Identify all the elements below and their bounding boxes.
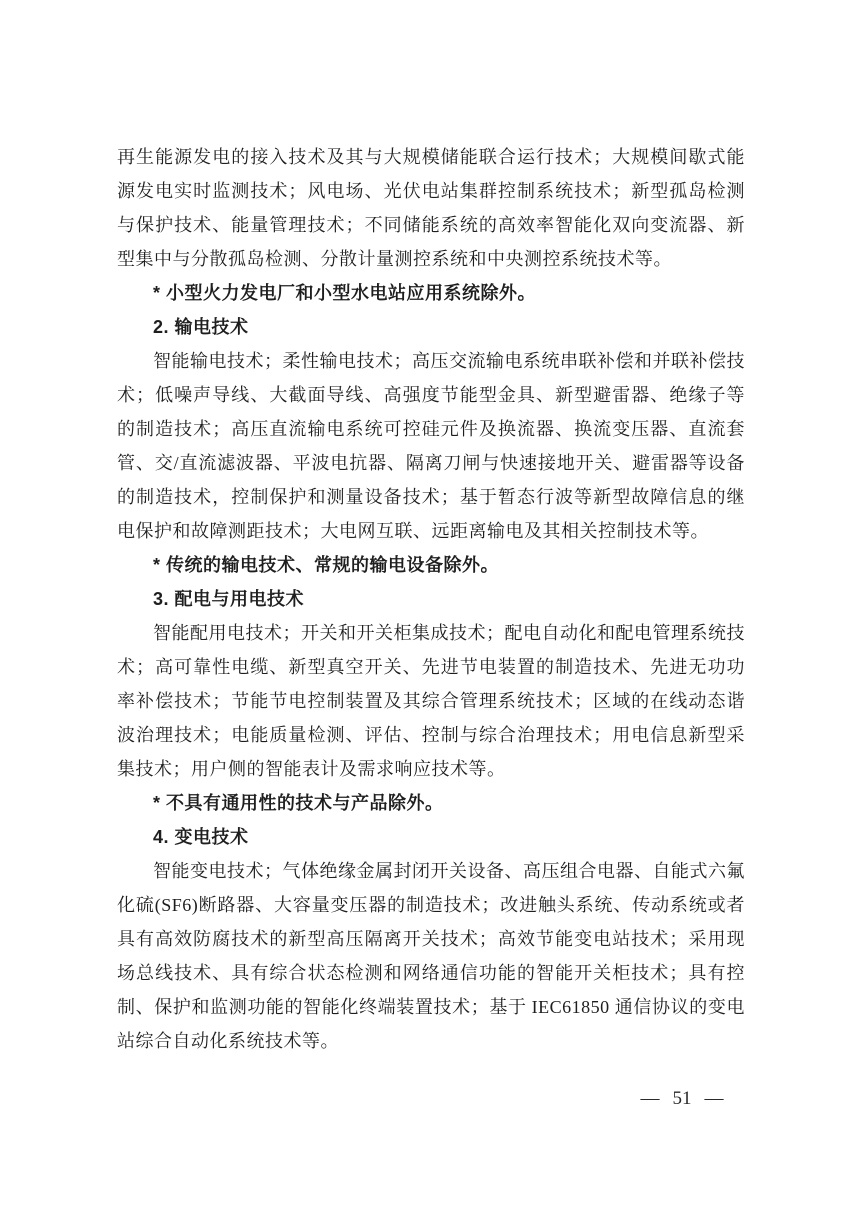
footer-right-dash: —	[704, 1088, 724, 1109]
paragraph-transmission-tech: 智能输电技术；柔性输电技术；高压交流输电系统串联补偿和并联补偿技术；低噪声导线、大截面导线、高强度节能型金具、新型避雷器、绝缘子等的制造技术；高压直流输电系统可控硅元件及换流器、换流变压器、直流套管、交/直流滤波器、平波电抗器、隔离刀闸与快速接地开关、避雷器等设备的制造技术，控制保护和测量设备技术；基于暂态行波等新型故障信息的继电保护和故障测距技术；大电网互联、远距离输电及其相关控制技术等。	[117, 351, 745, 541]
document-body	[117, 140, 745, 1058]
exclusion-note-distribution: * 不具有通用性的技术与产品除外。	[153, 793, 444, 813]
section-heading-3-distribution: 3. 配电与用电技术	[153, 589, 305, 609]
paragraph-renewable-energy-grid-tech: 再生能源发电的接入技术及其与大规模储能联合运行技术；大规模间歇式能源发电实时监测技术；风电场、光伏电站集群控制系统技术；新型孤岛检测与保护技术、能量管理技术；不同储能系统的高效率智能化双向变流器、新型集中与分散孤岛检测、分散计量测控系统和中央测控系统技术等。	[117, 147, 745, 269]
exclusion-note-transmission: * 传统的输电技术、常规的输电设备除外。	[153, 555, 500, 575]
page-footer	[622, 1088, 742, 1110]
paragraph-distribution-tech: 智能配用电技术；开关和开关柜集成技术；配电自动化和配电管理系统技术；高可靠性电缆、新型真空开关、先进节电装置的制造技术、先进无功功率补偿技术；节能节电控制装置及其综合管理系统技术；区域的在线动态谐波治理技术；电能质量检测、评估、控制与综合治理技术；用电信息新型采集技术；用户侧的智能表计及需求响应技术等。	[117, 623, 745, 779]
section-heading-4-substation: 4. 变电技术	[153, 827, 249, 847]
exclusion-note-power-generation: * 小型火力发电厂和小型水电站应用系统除外。	[153, 283, 537, 303]
page-number: 51	[672, 1088, 692, 1109]
section-heading-2-transmission: 2. 输电技术	[153, 317, 249, 337]
footer-left-dash: —	[640, 1088, 660, 1109]
paragraph-substation-tech: 智能变电技术；气体绝缘金属封闭开关设备、高压组合电器、自能式六氟化硫(SF6)断路器、大容量变压器的制造技术；改进触头系统、传动系统或者具有高效防腐技术的新型高压隔离开关技术；高效节能变电站技术；采用现场总线技术、具有综合状态检测和网络通信功能的智能开关柜技术；具有控制、保护和监测功能的智能化终端装置技术；基于 IEC61850 通信协议的变电站综合自动化系统技术等。	[117, 861, 745, 1051]
